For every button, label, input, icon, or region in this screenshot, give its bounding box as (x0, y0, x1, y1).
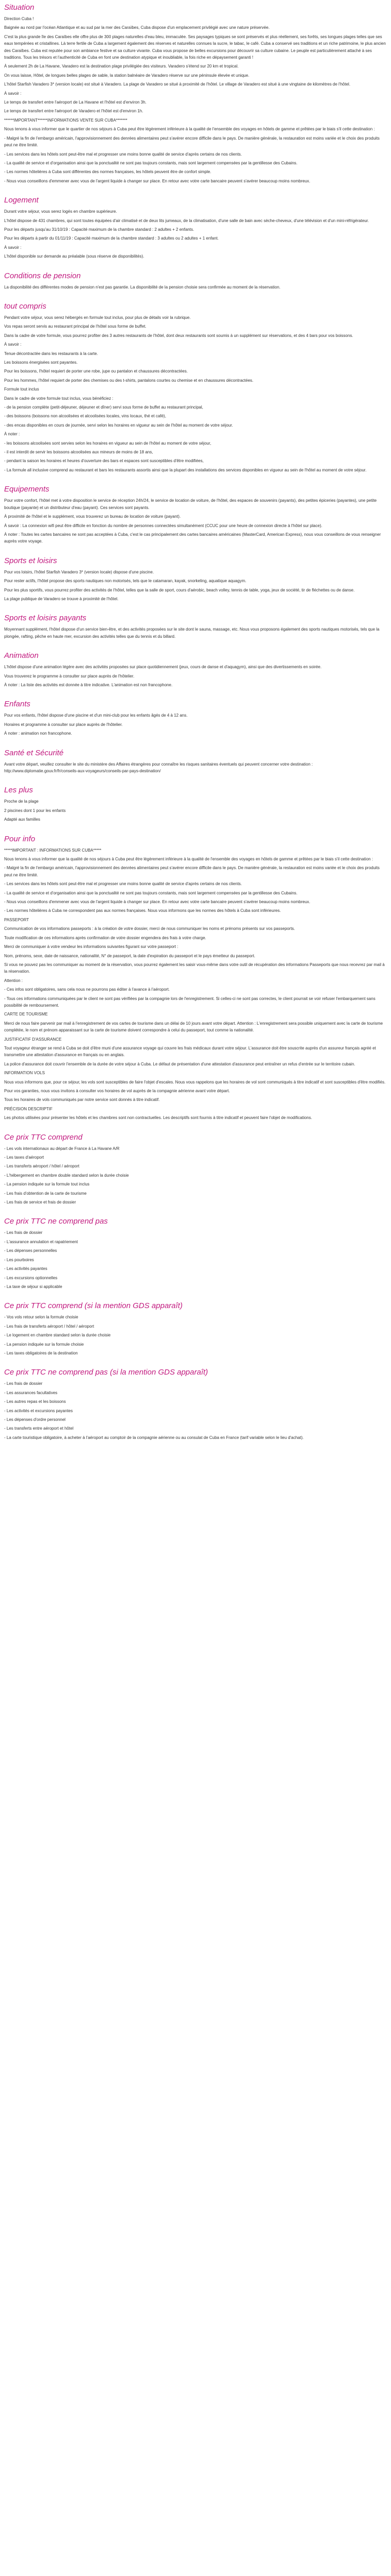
paragraph: Pour les départs à partir du 01/11/19 : Capacité maximum de la chambre standard : 3 adultes ou 2 adultes + 1 enfant. (4, 236, 219, 241)
section-ce-prix-ttc-ne-comprend-pas (4, 1217, 387, 1290)
paragraph: Dans le cadre de votre formule tout inclus, vous bénéficiez : (4, 396, 113, 401)
paragraph: - La qualité de service et d'organisation ainsi que la ponctualité ne sont pas toujours constants, mais sont largement compensées par la gentillesse des Cubains. (4, 890, 298, 895)
paragraph: La plage publique de Varadero se trouve à proximité de l'hôtel. (4, 596, 119, 601)
paragraph: Direction Cuba ! (4, 16, 34, 21)
paragraph: Pour les boissons, l'hôtel requiert de porter une robe, jupe ou pantalon et chaussures décontractées. (4, 369, 188, 374)
paragraph: - Les frais de transferts aéroport / hôtel / aéroport (4, 1324, 94, 1329)
paragraph: - Malgré la fin de l'embargo américain, l'approvisionnement des denrées alimentaires peut s'avérer encore difficile dans le pays. De manière générale, la restauration est moins variée et le choix des produits peut ne être limité. (4, 135, 381, 148)
paragraph: - La taxe de séjour si applicable (4, 1284, 62, 1289)
paragraph: ******IMPORTANT******INFORMATIONS VENTE SUR CUBA******* (4, 117, 127, 123)
paragraph: - L'assurance annulation et rapatriement (4, 1239, 78, 1244)
paragraph: Merci de communiquer à votre vendeur les informations suivantes figurant sur votre passeport : (4, 944, 178, 950)
paragraph: - Les assurances facultatives (4, 1390, 58, 1395)
section-animation (4, 651, 387, 688)
paragraph: - les boissons alcoolisées sont servies selon les horaires en vigueur au sein de l'hôtel au moment de votre séjour, (4, 440, 211, 446)
paragraph: Nom, prénoms, sexe, date de naissance, nationalité, N° de passeport, la date d'expiration du passeport et le pays émetteur du passeport. (4, 953, 255, 958)
paragraph: Avant votre départ, veuillez consulter le site du ministère des Affaires étrangères pour connaître les risques sanitaires éventuels qui peuvent concerner votre destination : http://www.diplomatie.gouv.fr/fr/conseils-aux-voyageurs/conseils-par-pays-destination/ (4, 761, 314, 773)
paragraph: - Les frais de dossier (4, 1230, 43, 1235)
section-logement (4, 196, 387, 260)
paragraph: Nous vous informons que, pour ce séjour, les vols sont susceptibles de faire l'objet d'escales. Nous vous rappelons que les horaires de vol sont communiqués à titre indicatif et sont susceptibles d'être modifiés. (4, 1079, 386, 1084)
paragraph: - Les vols internationaux au départ de France à La Havane A/R (4, 1146, 120, 1151)
paragraph: CARTE DE TOURISME (4, 1012, 48, 1017)
paragraph: - des boissons (boissons non alcoolisées et alcoolisées locales, vins locaux, thé et café), (4, 414, 166, 419)
paragraph: Moyennant supplément, l'hôtel dispose d'un service bien-être, et des activités proposées sur le site dont le sauna, massage, etc. Nous vous proposons également des sports nautiques motorisés, tels que la plongée, rafting, pêche en haute mer, excursion des activités telles que du tennis et du billard. (4, 627, 381, 639)
paragraph: À noter : animation non francophone. (4, 731, 72, 736)
paragraph: Vos repas seront servis au restaurant principal de l'hôtel sous forme de buffet. (4, 324, 146, 329)
paragraph: Vous trouverez le programme à consulter sur place auprès de l'hôtelier. (4, 673, 135, 679)
section-title: Animation (4, 651, 39, 660)
paragraph: - Les dépenses d'ordre personnel (4, 1417, 66, 1422)
paragraph: À savoir : (4, 91, 22, 96)
paragraph: Pour vos garanties, nous vous invitons à consulter vos horaires de vol auprès de la compagnie aérienne avant votre départ. (4, 1089, 230, 1093)
paragraph: - Les transferts aéroport / hôtel / aéroport (4, 1164, 79, 1169)
paragraph: À noter : Toutes les cartes bancaires ne sont pas acceptées à Cuba, c'est le cas principalement des cartes bancaires américaines (MasterCard, American Express), nous vous conseillons de vous renseigner auprès votre voyage. (4, 532, 382, 544)
paragraph: - La formule all inclusive comprend au restaurant et bars les restaurants assortis ainsi que la plupart des installations des services disponibles en vigueur au sein de l'hôtel au moment de votre séjour. (4, 467, 367, 472)
section-title: Equipements (4, 485, 50, 494)
section-pour-info (4, 835, 387, 1122)
section-title: Logement (4, 196, 39, 205)
paragraph: À proximité de l'hôtel et le supplément, vous trouverez un bureau de location de voiture (payant). (4, 514, 181, 519)
paragraph: - Les autres repas et les boissons (4, 1399, 66, 1404)
section-sports-et-loisirs-payants (4, 614, 387, 640)
section-title: Les plus (4, 786, 33, 795)
paragraph: L'hôtel Starfish Varadero 3* (version locale) est situé à Varadero. La plage de Varadero se situé à proximité de l'hôtel. Le village de Varadero est situé à une vingtaine de kilomètres de l'hôtel. (4, 82, 351, 87)
paragraph: Baignée au nord par l'océan Atlantique et au sud par la mer des Caraïbes, Cuba dispose d'un emplacement privilégié avec une nature préservée. (4, 25, 270, 30)
section-equipements (4, 485, 387, 545)
section-title: Ce prix TTC ne comprend pas (4, 1217, 108, 1226)
paragraph: C'est la plus grande île des Caraïbes elle offre plus de 300 plages naturelles d'eau bleu, immaculée. Ses paysages typiques se sont préservés et plus réellement, ses forêts, ses longues plages telles que ses eaux tempérées et cristallines. Là terre fertile de Cuba a largement également des réserves et naturelles connues la sucre, le tabac, le café. Cuba a conservé ses traditions et un riche patrimoine, le plus ancien des Caraïbes. Cuba est reputée pour son ambiance festive et sa culture vivante. Cuba vous propose de belles excursions pour découvrir sa culture cubaine. Le peuple est particulièrement attaché à ses traditions. Tous les trésors et l'authenticité de Cuba en font une destination atypique et inoubliable, la fois riche en dépaysement garanti ! (4, 34, 387, 60)
paragraph: Pour rester actifs, l'hôtel propose des sports nautiques non motorisés, tels que le catamaran, kayak, snorkeling, aquatique aquagym. (4, 579, 247, 584)
paragraph: - Les taxes d'aéroport (4, 1155, 44, 1160)
paragraph: À savoir : (4, 245, 22, 250)
paragraph: Pour vos loisirs, l'hôtel Starfish Varadero 3* (version locale) dispose d'une piscine. (4, 569, 154, 574)
section-title: Ce prix TTC comprend (4, 1132, 83, 1142)
paragraph: À seulement 2h de La Havane, Varadero est la destination plage privilégiée des visiteurs. Varadero s'étend sur 20 km et tropical. (4, 64, 239, 69)
section-title: Conditions de pension (4, 271, 81, 280)
section-title: Ce prix TTC comprend (si la mention GDS apparaît) (4, 1301, 183, 1311)
paragraph: Dans la cadre de votre formule, vous pourrez profiter des 3 autres restaurants de l'hôtel, dont deux restaurants sont soumis à un supplément sur réservations, et des 4 bars pour vos boissons. (4, 333, 353, 338)
paragraph: Nous tenons à vous informer que la qualité de nos séjours à Cuba peut être légèrement inférieure à la qualité de l'ensemble des voyages en hôtels de gamme et prêtées par le biais s'il cette destination : (4, 857, 373, 862)
paragraph: - Tous ces informations communiquées par le client ne sont pas vérifiées par la compagnie lors de l'enregistrement. Si celles-ci ne sont pas correctes, le client pourrait se voir refuser l'embarquement sans possibilité de remboursement. (4, 996, 377, 1008)
paragraph: L'hôtel dispose d'une animation légère avec des activités proposées sur place quotidiennement (jeux, cours de danse et d'aquagym), ainsi que des divertissements en soirée. (4, 665, 322, 670)
paragraph: - Les activités payantes (4, 1266, 47, 1272)
paragraph: - L'hébergement en chambre double standard selon la durée choisie (4, 1173, 129, 1178)
paragraph: - des encas disponibles en cours de journée, servi selon les horaires en vigueur au sein de l'hôtel au moment de votre séjour. (4, 422, 233, 428)
paragraph: Adapté aux familles (4, 817, 40, 822)
paragraph: PRÉCISION DESCRIPTIF (4, 1106, 53, 1111)
section-title: Santé et Sécurité (4, 748, 64, 757)
paragraph: - Les frais de dossier (4, 1381, 43, 1386)
paragraph: - Les taxes obligatoires de la destination (4, 1350, 78, 1355)
section-ce-prix-ttc-comprend-si-la-mention-gds-appara-t (4, 1301, 387, 1357)
paragraph: - Les activités et excursions payantes (4, 1408, 73, 1413)
paragraph: Proche de la plage (4, 799, 39, 804)
paragraph: La police d'assurance doit couvrir l'ensemble de la durée de votre séjour à Cuba. Le défaut de présentation d'une attestation d'assurance peut entraîner un refus d'entrée sur le territoire cubain. (4, 1061, 355, 1066)
paragraph: Les boissons énergisées sont payantes. (4, 360, 78, 365)
paragraph: Toute modification de ces informations après confirmation de votre dossier engendera des frais à votre charge. (4, 935, 206, 940)
paragraph: - La pension indiquée sur la formule tout inclus (4, 1182, 90, 1187)
paragraph: *****IMPORTANT : INFORMATIONS SUR CUBA***** (4, 848, 102, 853)
paragraph: Formule tout inclus (4, 387, 39, 392)
paragraph: - Les normes hôtelières à Cuba sont différentes des normes françaises, les hôtels peuvent être de confort simple. (4, 170, 211, 175)
paragraph: - La carte touristique obligatoire, à acheter à l'aéroport au comptoir de la compagnie aérienne ou au consulat de Cuba en France (tarif variable selon le lieu d'achat). (4, 1435, 304, 1440)
paragraph: Merci de nous faire parvenir par mail à l'enregistrement de vos cartes de tourisme dans un délai de 10 jours avant votre départ. Attention : L'enregistrement sera possible uniquement avec la carte de tourisme complétée, le nom et prénom apparaissant sur la carte de tourisme doivent correspondre à celui du passeport, tout comme la nationalité. (4, 1021, 384, 1033)
section-les-plus (4, 786, 387, 823)
paragraph: À noter : La liste des activités est donnée à titre indicative. L'animation est non francophone. (4, 682, 173, 687)
paragraph: - Les normes hôtelières à Cuba ne correspondent pas aux normes françaises. Nous vous informons que les normes des hôtels à Cuba sont inférieures. (4, 908, 281, 913)
paragraph: À noter : (4, 432, 20, 437)
paragraph: Pour les plus sportifs, vous pourrez profiter des activités de l'hôtel, telles que la salle de sport, cours d'aérobic, beach volley, tennis de table, yoga, jeux de société, tir de fléchettes ou de danse. (4, 587, 355, 592)
section-sports-et-loisirs (4, 556, 387, 603)
paragraph: - Vos vols retour selon la formule choisie (4, 1315, 78, 1320)
paragraph: Pour vos enfants, l'hôtel dispose d'une piscine et d'un mini-club pour les enfants âgés de 4 à 12 ans. (4, 713, 188, 718)
paragraph: - Malgré la fin de l'embargo américain, l'approvisionnement des denrées alimentaires peut s'avérer encore difficile dans le pays. De manière générale, la restauration est moins variée et le choix des produits peut ne être limité. (4, 866, 381, 877)
paragraph: Pour les hommes, l'hôtel requiert de porter des chemises ou des t-shirts, pantalons courtes ou chemise et en chaussures décontractées. (4, 378, 254, 383)
paragraph: - Les frais de service et frais de dossier (4, 1200, 76, 1205)
section-enfants (4, 700, 387, 737)
paragraph: Tous les horaires de vols communiqués par notre service sont donnés à titre indicatif. (4, 1097, 160, 1103)
paragraph: Tenue décontractée dans les restaurants à la carte. (4, 351, 98, 356)
paragraph: INFORMATION VOLS (4, 1071, 45, 1076)
paragraph: Pendant votre séjour, vous serez hébergés en formule tout inclus, pour plus de détails voir la rubrique. (4, 315, 191, 320)
paragraph: La disponibilité des différentes modes de pension n'est pas garantie. La disponibilité de la pension choisie sera confirmée au moment de la réservation. (4, 284, 281, 290)
paragraph: Si vous ne pouvez pas les communiquer au moment de la réservation, vous pourrez également les saisir vous-même dans votre outil de récupération des informations Passeports que nous recevrez par mail à la réservation. (4, 962, 386, 974)
paragraph: On vous laisse, Hôtel, de longues belles plages de sable, la station balnéaire de Varadero réserve sur une péninsule élevée et unique. (4, 73, 250, 78)
paragraph: JUSTIFICATIF D'ASSURANCE (4, 1037, 62, 1042)
paragraph: Attention : (4, 978, 23, 983)
paragraph: - La qualité de service et d'organisation ainsi que la ponctualité ne sont pas toujours constants, mais sont largement compensées par la gentillesse des Cubains. (4, 160, 298, 165)
section-title: Enfants (4, 700, 30, 709)
section-conditions-de-pension (4, 272, 387, 291)
section-sant-et-s-curit (4, 749, 387, 775)
section-title: tout compris (4, 301, 46, 311)
paragraph: - pendant la saison les horaires et heures d'ouverture des bars et espaces sont susceptibles d'être modifiées, (4, 459, 204, 464)
paragraph: - La pension indiquée sur la formule choisie (4, 1342, 84, 1347)
section-title: Situation (4, 3, 35, 12)
paragraph: - Les transferts entre aéroport et hôtel (4, 1426, 74, 1431)
paragraph: À savoir : La connexion wifi peut être difficile en fonction du nombre de personnes connectées simultanément (CCUC pour une heure de connexion directe à l'hôtel sur place). (4, 523, 322, 528)
section-title: Pour info (4, 834, 36, 843)
paragraph: Durant votre séjour, vous serez logés en chambre supérieure. (4, 209, 117, 214)
paragraph: Nous tenons à vous informer que le quartier de nos séjours à Cuba peut être légèrement inférieure à la qualité de l'ensemble des voyages en hôtels de gamme et prêtées par le biais s'il cette destination : (4, 127, 375, 132)
paragraph: Pour votre confort, l'hôtel met à votre disposition le service de réception 24h/24, le service de location de voiture, de l'hôtel, des espaces de souvenirs (payants), des petites épiceries (payantes), une petite boutique (payante) et un distributeur d'eau (payant). Ces services sont payants. (4, 498, 378, 510)
paragraph: Tout voyageur étranger se rend à Cuba se doit d'être muni d'une assurance voyage qui couvre les frais médicaux durant votre séjour. L'assurance doit être souscrite auprès d'un assureur français agréé et transmettre une attestation d'assurance en français ou en anglais. (4, 1045, 377, 1058)
paragraph: PASSEPORT (4, 917, 29, 922)
paragraph: Pour les départs jusqu'au 31/10/19 : Capacité maximum de la chambre standard : 2 adultes + 2 enfants. (4, 227, 194, 232)
section-tout-compris (4, 302, 387, 473)
paragraph: - de la pension complète (petit-déjeuner, déjeuner et dîner) servi sous forme de buffet au restaurant principal, (4, 405, 203, 410)
paragraph: Communication de vos informations passeports : à la création de votre dossier, merci de nous communiquer les noms et prénoms présents sur vos passeports. (4, 926, 295, 931)
paragraph: - Les services dans les hôtels sont peut-être mal et progresser une moins bonne qualité de service d'après certains de nos clients. (4, 151, 242, 157)
paragraph: - Ces infos sont obligatoires, sans cela nous ne pourrons pas éditer à l'avance à l'aéroport. (4, 987, 170, 992)
section-title: Sports et loisirs payants (4, 614, 87, 623)
paragraph: L'hôtel disponible sur demande au préalable (sous réserve de disponibilités). (4, 254, 144, 259)
paragraph: 2 piscines dont 1 pour les enfants (4, 808, 66, 813)
section-situation (4, 3, 387, 184)
paragraph: - Nous vous conseillons d'emmener avec vous de l'argent liquide à changer sur place. En retour avec votre carte bancaire peuvent s'avérer beaucoup moins nombreux. (4, 900, 311, 905)
section-title: Ce prix TTC ne comprend pas (si la mention GDS apparaît) (4, 1368, 208, 1377)
paragraph: Le temps de transfert entre l'aéroport de La Havane et l'hôtel est d'environ 3h. (4, 100, 146, 105)
section-ce-prix-ttc-comprend (4, 1133, 387, 1206)
section-title: Sports et loisirs (4, 556, 57, 565)
paragraph: Les photos utilisées pour présenter les hôtels et les chambres sont non contractuelles. Les descriptifs sont fournis à titre indicatif et peuvent faire l'objet de modifications. (4, 1115, 312, 1121)
paragraph: - Les dépenses personnelles (4, 1248, 57, 1253)
paragraph: - il est interdit de servir les boissons alcoolisées aux mineurs de moins de 18 ans, (4, 450, 153, 455)
paragraph: Le temps de transfert entre l'aéroport de Varadero et l'hôtel est d'environ 1h. (4, 109, 143, 114)
paragraph: - Les frais d'obtention de la carte de tourisme (4, 1191, 87, 1196)
paragraph: - Le logement en chambre standard selon la durée choisie (4, 1333, 111, 1338)
section-ce-prix-ttc-ne-comprend-pas-si-la-mention-gds-appara-t (4, 1368, 387, 1441)
paragraph: - Nous vous conseillons d'emmener avec vous de l'argent liquide à changer sur place. En retour avec votre carte bancaire peuvent s'avérer beaucoup moins nombreux. (4, 178, 311, 183)
paragraph: - Les pourboires (4, 1257, 34, 1262)
paragraph: - Les services dans les hôtels sont peut-être mal et progresser une moins bonne qualité de service d'après certains de nos clients. (4, 882, 242, 887)
paragraph: - Les excursions optionnelles (4, 1275, 58, 1280)
paragraph: À savoir : (4, 342, 22, 347)
paragraph: L'hôtel dispose de 431 chambres, qui sont toutes équipées d'air climatisé et de deux lits jumeaux, de la climatisation, d'une salle de bain avec sèche-cheveux, d'une télévision et d'un mini-réfrigérateur. (4, 218, 369, 223)
paragraph: Horaires et programme à consulter sur place auprès de l'hôtelier. (4, 722, 123, 727)
